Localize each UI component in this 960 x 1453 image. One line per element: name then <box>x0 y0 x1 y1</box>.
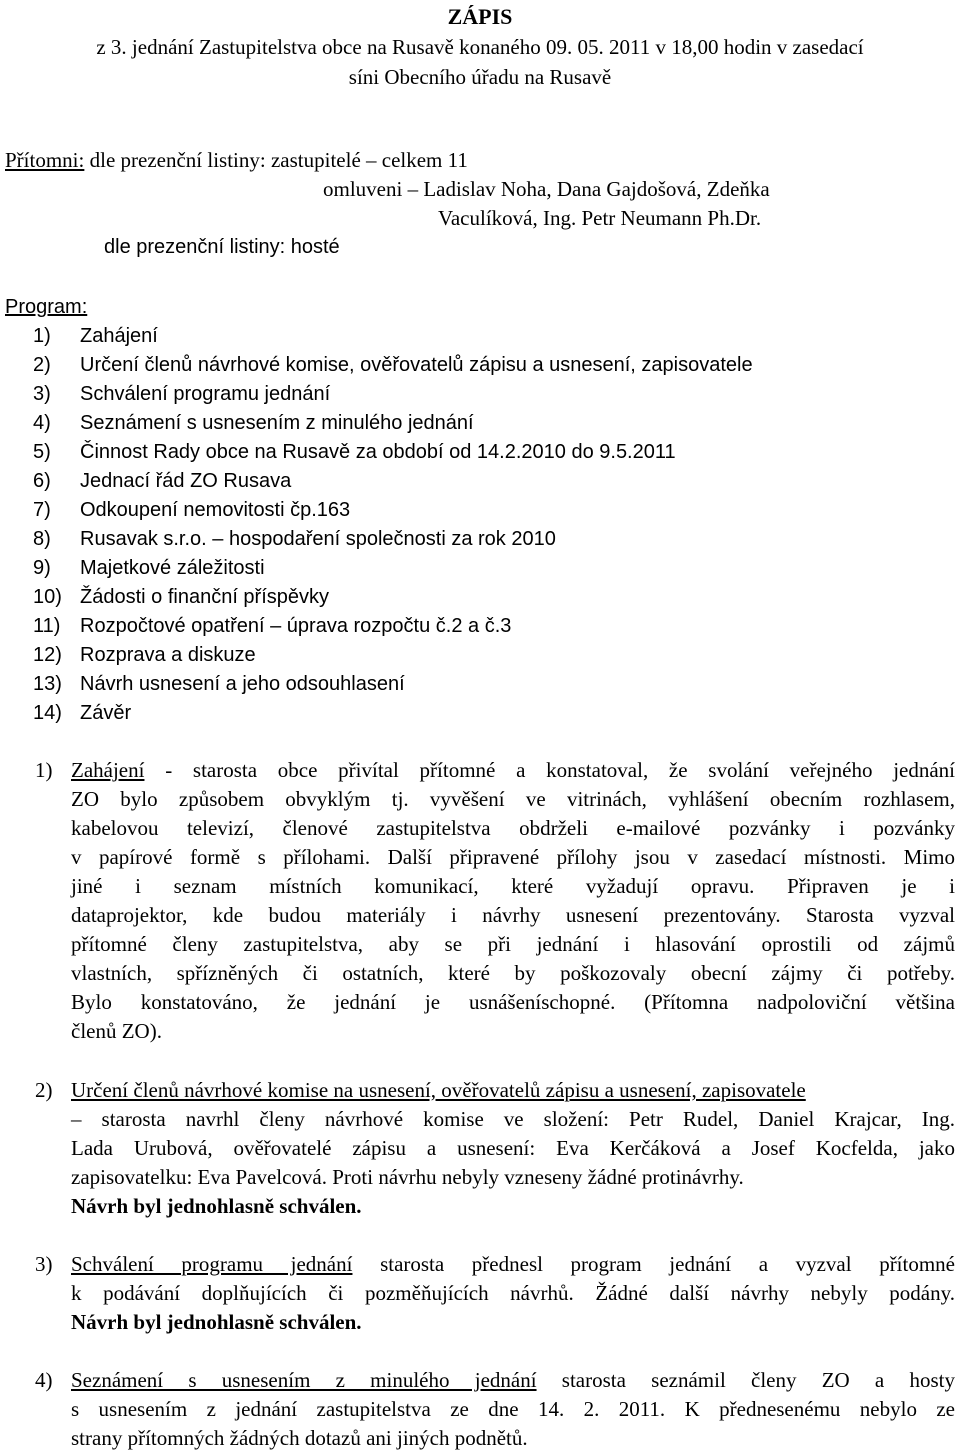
program-item <box>5 380 955 409</box>
section-3 <box>35 1250 955 1337</box>
section-line: jiné i seznam místních komunikací, které vyžadují opravu. Připraven je i <box>71 874 955 898</box>
section-line: vlastních, spřízněných či ostatních, které by poškozovaly obecní zájmy či potřeby. <box>71 961 955 985</box>
attendance-block <box>5 146 955 262</box>
section-line: přítomné členy zastupitelstva, aby se při jednání i hlasování oprostili od zájmů <box>71 932 955 956</box>
program-item <box>5 641 955 670</box>
attendance-present <box>5 146 955 175</box>
program-item-number: 6) <box>33 470 51 492</box>
section-4 <box>35 1366 955 1453</box>
program-items <box>5 322 955 728</box>
section-number: 3) <box>35 1252 53 1276</box>
program-item-text: Rusavak s.r.o. – hospodaření společnosti za rok 2010 <box>80 528 556 550</box>
program-item <box>5 322 955 351</box>
program-item-text: Zahájení <box>80 325 158 347</box>
program-item-number: 13) <box>33 673 62 695</box>
section-line: Bylo konstatováno, že jednání je usnášeníschopné. (Přítomna nadpoloviční většina <box>71 990 955 1014</box>
program-item-text: Žádosti o finanční příspěvky <box>80 586 330 608</box>
present-label: Přítomni: <box>5 148 85 172</box>
program-list <box>5 293 955 728</box>
section-line: ZO bylo způsobem obvyklým tj. vyvěšení ve vitrinách, vyhlášení obecním rozhlasem, <box>71 787 955 811</box>
present-text: dle prezenční listiny: zastupitelé – celkem 11 <box>84 148 468 172</box>
section-line: k podávání doplňujících či pozměňujících návrhů. Žádné další návrhy nebyly podány. <box>71 1281 955 1305</box>
program-item <box>5 612 955 641</box>
subtitle-line-1: z 3. jednání Zastupitelstva obce na Rusavě konaného 09. 05. 2011 v 18,00 hodin v zasedací <box>96 35 864 59</box>
program-item-number: 9) <box>33 557 51 579</box>
program-item <box>5 670 955 699</box>
program-item-text: Činnost Rady obce na Rusavě za období od 14.2.2010 do 9.5.2011 <box>80 441 676 463</box>
program-item <box>5 496 955 525</box>
section-body <box>71 1076 955 1221</box>
program-item-number: 7) <box>33 499 51 521</box>
section-title: Určení členů návrhové komise na usnesení, ověřovatelů zápisu a usnesení, zapisovatele <box>71 1078 806 1102</box>
document-subtitle <box>0 32 960 92</box>
program-item-text: Schválení programu jednání <box>80 383 331 405</box>
section-text: - starosta obce přivítal přítomné a konstatoval, že svolání veřejného jednání <box>144 758 955 782</box>
section-line: zapisovatelku: Eva Pavelcová. Proti návrhu nebyly vzneseny žádné protinávrhy. <box>71 1165 744 1189</box>
program-item-text: Návrh usnesení a jeho odsouhlasení <box>80 673 405 695</box>
section-body <box>71 1250 955 1337</box>
program-heading: Program: <box>5 296 88 318</box>
section-number: 4) <box>35 1368 53 1392</box>
section-line <box>71 1366 955 1395</box>
program-item-number: 8) <box>33 528 51 550</box>
section-line <box>71 1250 955 1279</box>
section-title: Seznámení s usnesením z minulého jednání <box>71 1368 537 1392</box>
attendance-excused-2 <box>5 204 955 233</box>
section-line: v papírové formě s přílohami. Další připravené přílohy jsou v zasedací místnosti. Mimo <box>71 845 955 869</box>
program-item <box>5 699 955 728</box>
section-line: členů ZO). <box>71 1019 162 1043</box>
section-number: 1) <box>35 758 53 782</box>
excused-line-1: omluveni – Ladislav Noha, Dana Gajdošová, Zdeňka <box>323 177 770 201</box>
program-item-number: 11) <box>33 615 61 637</box>
section-line: – starosta navrhl členy návrhové komise ve složení: Petr Rudel, Daniel Krajcar, Ing. <box>71 1107 955 1131</box>
section-text: starosta seznámil členy ZO a hosty <box>536 1368 955 1392</box>
program-item-number: 12) <box>33 644 62 666</box>
program-item <box>5 554 955 583</box>
program-item-text: Jednací řád ZO Rusava <box>80 470 292 492</box>
program-item-text: Určení členů návrhové komise, ověřovatelů zápisu a usnesení, zapisovatele <box>80 354 753 376</box>
section-line <box>71 756 955 785</box>
section-title: Zahájení <box>71 758 145 782</box>
section-result: Návrh byl jednohlasně schválen. <box>71 1194 362 1218</box>
program-item <box>5 525 955 554</box>
program-item <box>5 467 955 496</box>
program-item-text: Rozprava a diskuze <box>80 644 256 666</box>
section-result: Návrh byl jednohlasně schválen. <box>71 1310 362 1334</box>
section-title: Schválení programu jednání <box>71 1252 353 1276</box>
program-item-text: Rozpočtové opatření – úprava rozpočtu č.2 a č.3 <box>80 615 512 637</box>
section-line: Lada Urubová, ověřovatelé zápisu a usnesení: Eva Kerčáková a Josef Kocfelda, jako <box>71 1136 955 1160</box>
guests-text: dle prezenční listiny: hosté <box>104 236 340 258</box>
program-item-number: 10) <box>33 586 62 608</box>
section-2 <box>35 1076 955 1221</box>
program-item-text: Závěr <box>80 702 132 724</box>
program-item <box>5 438 955 467</box>
section-number: 2) <box>35 1078 53 1102</box>
section-body <box>71 1366 955 1453</box>
program-item-number: 1) <box>33 325 51 347</box>
program-item-text: Majetkové záležitosti <box>80 557 265 579</box>
program-item-number: 5) <box>33 441 51 463</box>
program-item-number: 14) <box>33 702 62 724</box>
section-text: starosta přednesl program jednání a vyzval přítomné <box>352 1252 956 1276</box>
program-item <box>5 351 955 380</box>
program-item-text: Odkoupení nemovitosti čp.163 <box>80 499 351 521</box>
program-item-number: 2) <box>33 354 51 376</box>
attendance-guests <box>5 233 955 262</box>
program-item-text: Seznámení s usnesením z minulého jednání <box>80 412 474 434</box>
excused-line-2: Vaculíková, Ing. Petr Neumann Ph.Dr. <box>438 206 762 230</box>
section-line: kabelovou televizí, členové zastupitelstva obdrželi e-mailové pozvánky i pozvánky <box>71 816 955 840</box>
section-line: strany přítomných žádných dotazů ani jiných podnětů. <box>71 1426 528 1450</box>
attendance-excused-1 <box>5 175 955 204</box>
program-item-number: 3) <box>33 383 51 405</box>
program-item <box>5 583 955 612</box>
subtitle-line-2: síni Obecního úřadu na Rusavě <box>348 65 612 89</box>
section-body <box>71 756 955 1046</box>
document-title: ZÁPIS <box>447 4 513 29</box>
section-line: s usnesením z jednání zastupitelstva ze dne 14. 2. 2011. K přednesenému nebylo ze <box>71 1397 955 1421</box>
section-1 <box>35 756 955 1046</box>
program-item-number: 4) <box>33 412 51 434</box>
program-item <box>5 409 955 438</box>
section-line: dataprojektor, kde budou materiály i návrhy usnesení prezentovány. Starosta vyzval <box>71 903 955 927</box>
